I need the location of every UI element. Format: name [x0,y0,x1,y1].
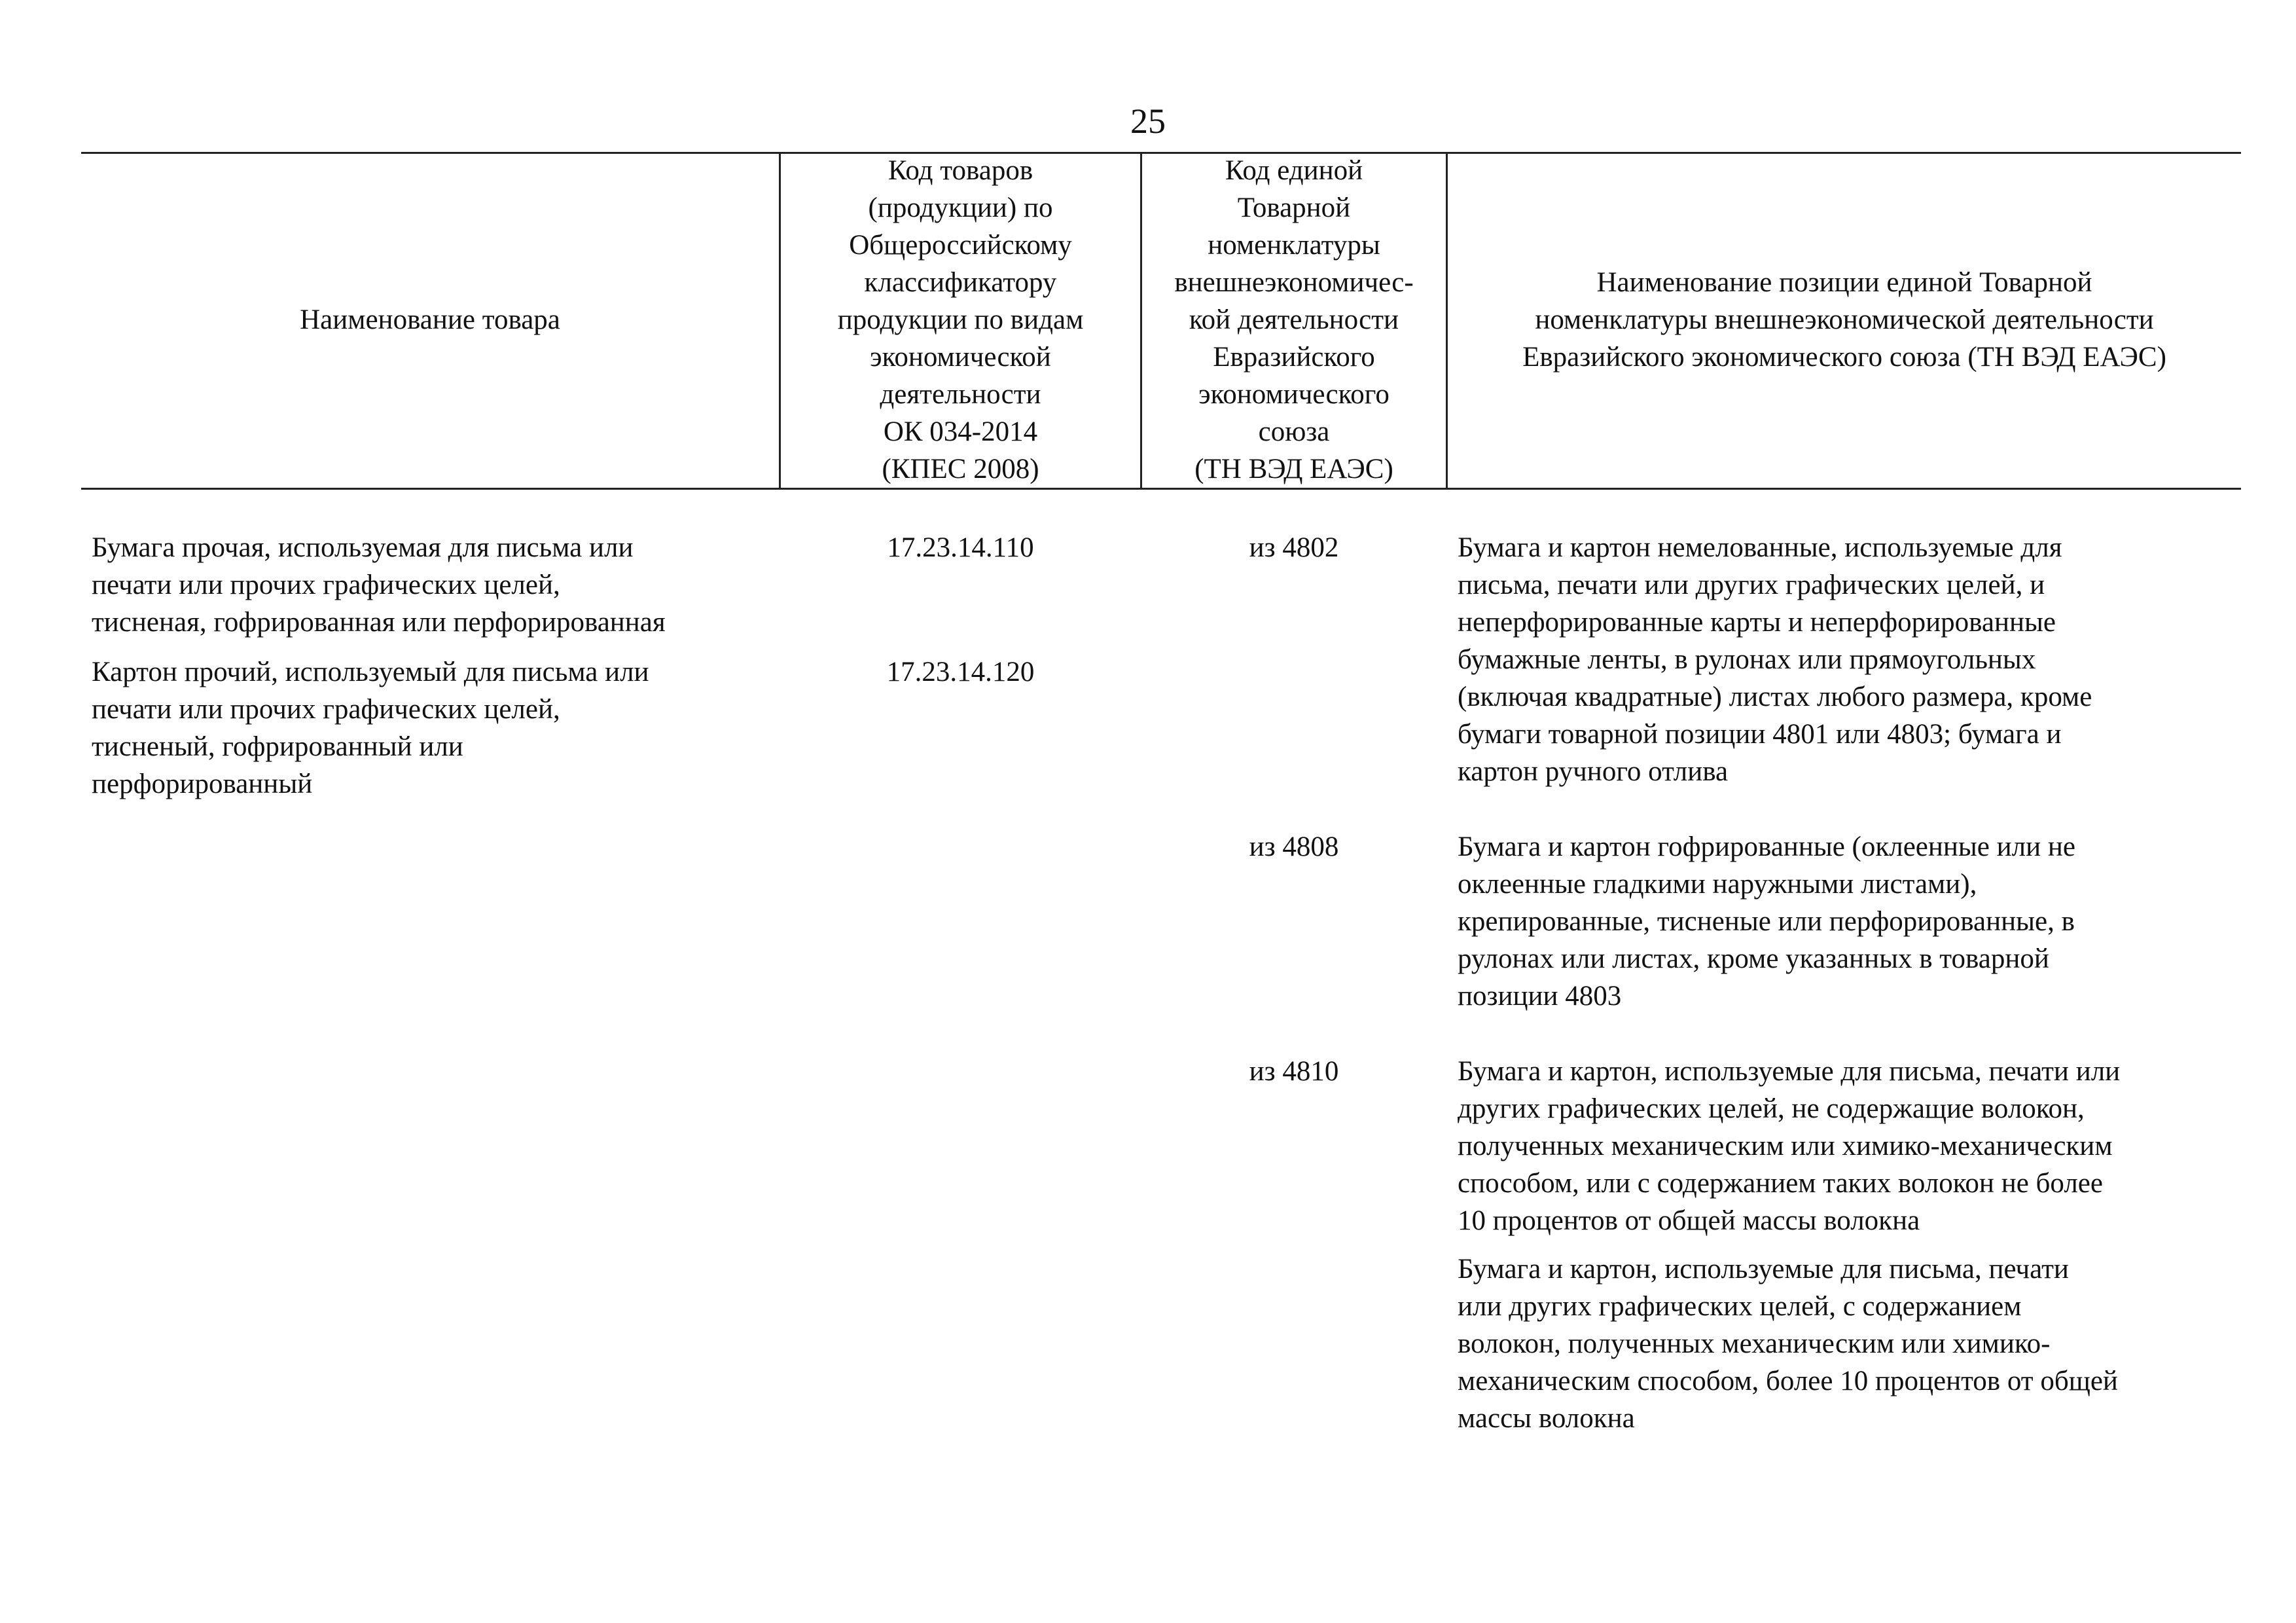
tnved-description-3: Бумага и картон, используемые для письма, печати или других графических целей, не содержащие волокон, полученных механическим или химико-механическим способом, или с содержанием таких волокон не более 10 процентов от общей массы волокна [1458,1056,2121,1236]
okpd-code-1: 17.23.14.110 [887,532,1034,563]
product-name-1: Бумага прочая, используемая для письма или печати или прочих графических целей, тисненая, гофрированная или перфорированная [92,532,666,638]
header-okpd-code: Код товаров (продукции) по Общероссийскому классификатору продукции по видам экономической деятельности ОК 034-2014 (КПЕС 2008) [837,155,1084,484]
table-header-bottom-rule [81,488,2241,490]
header-tnved-code: Код единой Товарной номенклатуры внешнеэкономичес- кой деятельности Евразийского экономического союза (ТН ВЭД ЕАЭС) [1174,155,1414,484]
tnved-description-4: Бумага и картон, используемые для письма, печати или других графических целей, с содержанием волокон, полученных механическим или химико- механическим способом, более 10 процентов от общей массы волокна [1458,1254,2118,1434]
product-name-2: Картон прочий, используемый для письма или печати или прочих графических целей, тисненый, гофрированный или перфорированный [92,657,649,799]
header-tnved-position-name: Наименование позиции единой Товарной номенклатуры внешнеэкономической деятельности Евразийского экономического союза (ТН ВЭД ЕАЭС) [1522,267,2166,373]
tnved-code-1: из 4802 [1249,532,1339,563]
tnved-description-1: Бумага и картон немелованные, используемые для письма, печати или других графических целей, и неперфорированные карты и неперфорированные бумажные ленты, в рулонах или прямоугольных (включая квадратные) листах любого размера, кроме бумаги товарной позиции 4801 или 4803; бумага и картон ручного отлива [1458,532,2092,787]
tnved-code-2: из 4808 [1249,831,1339,862]
header-product-name: Наименование товара [300,304,560,335]
tnved-code-3: из 4810 [1249,1056,1339,1087]
page-number: 25 [1130,101,1166,141]
okpd-code-2: 17.23.14.120 [886,657,1035,687]
tnved-description-2: Бумага и картон гофрированные (оклеенные или не оклеенные гладкими наружными листами), крепированные, тисненые или перфорированные, в рулонах или листах, кроме указанных в товарной позиции 4803 [1458,831,2075,1012]
